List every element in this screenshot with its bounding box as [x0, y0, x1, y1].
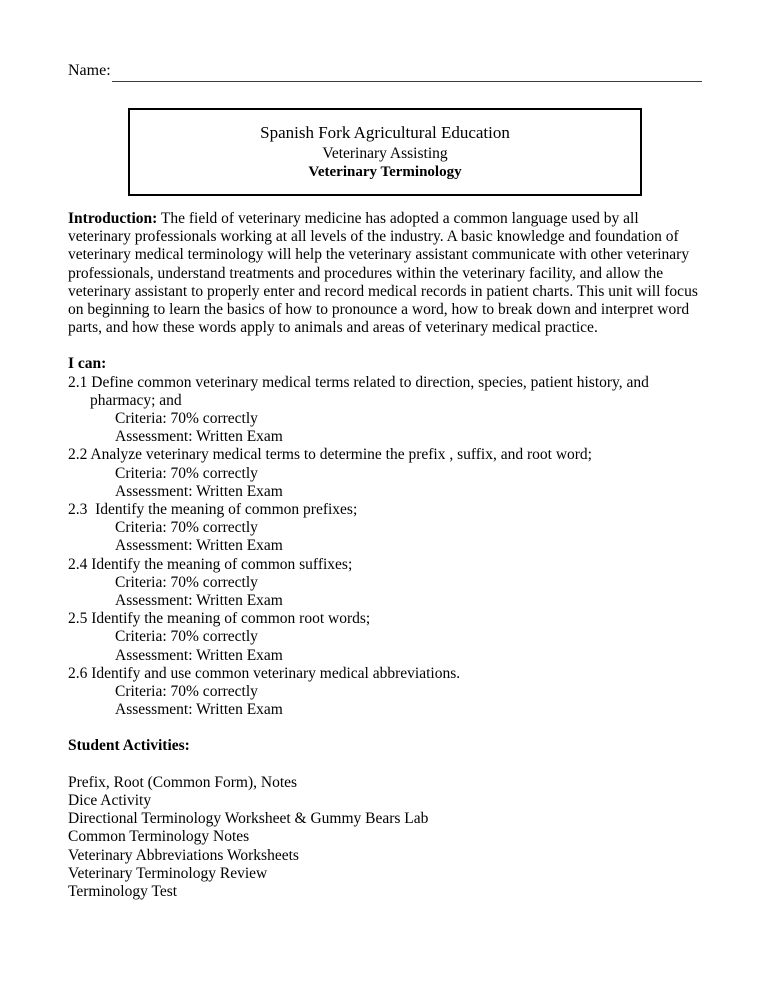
objective-line — [68, 665, 702, 683]
school-title: Spanish Fork Agricultural Education — [260, 123, 510, 142]
objective-line — [68, 556, 702, 574]
introduction-paragraph — [68, 210, 702, 337]
objective-criteria: Criteria: 70% correctly — [115, 464, 258, 482]
activity-item: Common Terminology Notes — [68, 828, 250, 846]
objective-line — [68, 374, 702, 410]
objective-text: Define common veterinary medical terms related to direction, species, patient history, and pharmacy; and — [90, 373, 649, 409]
objective-item — [68, 446, 702, 501]
name-label: Name: — [68, 62, 111, 79]
activity-item: Veterinary Abbreviations Worksheets — [68, 846, 299, 864]
objective-text: Identify the meaning of common root words; — [91, 610, 371, 628]
objective-text: Identify and use common veterinary medical abbreviations. — [91, 664, 461, 682]
objective-text: Identify the meaning of common suffixes; — [91, 555, 353, 573]
program-title: Veterinary Assisting — [322, 145, 448, 162]
objective-text: Identify the meaning of common prefixes; — [95, 501, 358, 519]
objective-number: 2.3 — [68, 501, 88, 519]
objective-text: Analyze veterinary medical terms to determine the prefix , suffix, and root word; — [90, 446, 592, 464]
objective-criteria: Criteria: 70% correctly — [115, 683, 258, 701]
objective-number: 2.4 — [68, 555, 88, 573]
objective-assessment: Assessment: Written Exam — [115, 701, 283, 719]
objective-line — [68, 610, 702, 628]
unit-title: Veterinary Terminology — [308, 164, 462, 180]
objective-assessment: Assessment: Written Exam — [115, 428, 283, 446]
objective-line — [68, 501, 702, 519]
activity-item: Directional Terminology Worksheet & Gummy Bears Lab — [68, 810, 429, 828]
introduction-label: Introduction: — [68, 210, 158, 227]
student-activities-heading: Student Activities: — [68, 737, 190, 755]
objective-line — [68, 446, 702, 464]
objective-item — [68, 610, 702, 665]
objective-number: 2.1 — [68, 373, 88, 391]
activity-item: Prefix, Root (Common Form), Notes — [68, 773, 298, 791]
objective-item — [68, 665, 702, 720]
objective-criteria: Criteria: 70% correctly — [115, 628, 258, 646]
objective-assessment: Assessment: Written Exam — [115, 482, 283, 500]
objective-criteria: Criteria: 70% correctly — [115, 519, 258, 537]
document-body — [68, 210, 702, 901]
objective-assessment: Assessment: Written Exam — [115, 592, 283, 610]
name-row — [68, 62, 702, 80]
introduction-text: The field of veterinary medicine has adopted a common language used by all veterinary professionals working at all levels of the industry. A basic knowledge and foundation of veterinary medical terminology will help the veterinary assistant communicate with other veterinary professionals, understand treatments and procedures within the veterinary facility, and allow the veterinary assistant to properly enter and record medical records in patient charts. This unit will focus on beginning to learn the basics of how to pronounce a word, how to break down and interpret word parts, and how these words apply to animals and areas of veterinary medical practice. — [68, 210, 698, 337]
title-box — [128, 108, 642, 196]
activity-item: Terminology Test — [68, 882, 178, 900]
objective-item — [68, 501, 702, 556]
activity-item: Dice Activity — [68, 791, 152, 809]
objective-assessment: Assessment: Written Exam — [115, 646, 283, 664]
i-can-heading: I can: — [68, 355, 107, 373]
objective-number: 2.5 — [68, 610, 88, 628]
objective-criteria: Criteria: 70% correctly — [115, 410, 258, 428]
objective-number: 2.6 — [68, 664, 88, 682]
objective-assessment: Assessment: Written Exam — [115, 537, 283, 555]
objective-criteria: Criteria: 70% correctly — [115, 573, 258, 591]
objective-item — [68, 556, 702, 611]
objective-item — [68, 374, 702, 447]
activity-item: Veterinary Terminology Review — [68, 864, 268, 882]
objective-number: 2.2 — [68, 446, 88, 464]
name-blank-line — [112, 68, 702, 82]
